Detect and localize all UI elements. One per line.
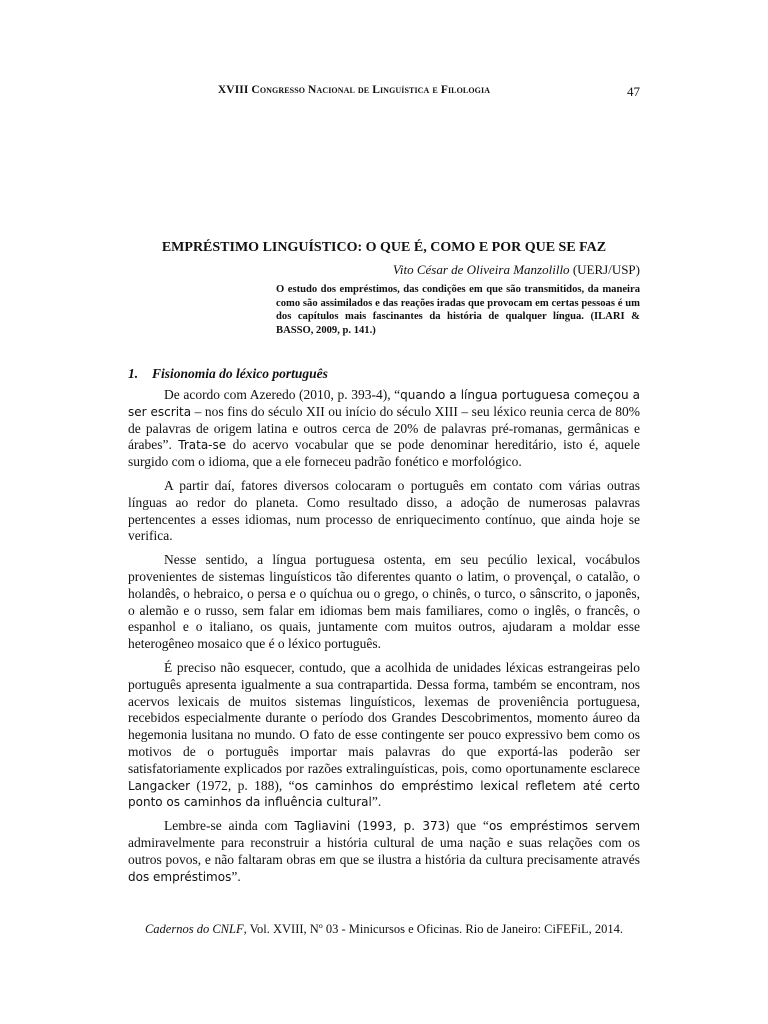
p1-text-b: – nos fins do século XII ou início do século XIII – seu léxico reunia cerca de 80% de palavras de origem latina e outros cerca de 20% de palavras pré-romanas, germânicas e árabes [128,403,640,453]
p5-text-d: admiravelmente para reconstruir a história cultural de uma nação e suas relações com os outros povos, e não faltaram obras em que se ilustra a história da cultura precisamente através [128,834,640,867]
section-number: 1. [128,366,139,381]
p5-citation: Tagliavini (1993, p. 373) [294,819,450,834]
article-title: EMPRÉSTIMO LINGUÍSTICO: O QUE É, COMO E POR QUE SE FAZ [161,240,607,255]
running-header [128,84,640,102]
p1-text-c: ”. [162,437,179,453]
p5-quote-1: os empréstimos servem [488,819,641,834]
p5-text-e: ”. [231,868,241,884]
page-footer [128,922,640,937]
paragraph-1 [128,387,640,471]
section-heading [128,366,640,382]
p1-text-d: Trata-se [178,438,227,453]
author-name: Vito César de Oliveira Manzolillo [392,262,570,277]
p5-text-a: Lembre-se ainda com [164,818,295,834]
p1-text-a: De acordo com Azeredo (2010, p. 393-4), “ [164,387,401,402]
p1-quote: quando a língua portuguesa começou a ser escrita [128,388,640,419]
journal-details: , Vol. XVIII, Nº 03 - Minicursos e Oficinas. Rio de Janeiro: CiFEFiL, 2014. [243,922,624,936]
section-title: Fisionomia do léxico português [152,366,328,381]
author-affiliation: (UERJ/USP) [572,262,640,277]
p4-citation-name: Langacker [128,778,191,793]
p1-text-e: do acervo vocabular que se pode denominar hereditário, isto é, aquele surgido com o idioma, que a ele forneceu padrão fonético e morfológico. [128,437,640,470]
page-number: 47 [627,84,640,99]
p5-text-c: que “ [449,818,489,834]
conference-title: XVIII Congresso Nacional de Linguística e Filologia [217,84,491,96]
p4-text-a: É preciso não esquecer, contudo, que a acolhida de unidades léxicas estrangeiras pelo português apresenta igualmente a sua contrapartida. Dessa forma, também se encontram, nos acervos lexicais de muitos sistemas linguísticos, lexemas de proveniência portuguesa, recebidos especialmente durante o período dos Grandes Descobrimentos, momento áureo da hegemonia lusitana no mundo. O fato de esse contingente ser pouco expressivo bem como os motivos de o português importar mais palavras do que exportá-las poderão ser satisfatoriamente explicados por razões extralinguísticas, pois, como oportunamente esclarece [128,659,640,776]
author-line [128,262,640,278]
body-text [128,387,640,892]
p4-quote: os caminhos do empréstimo lexical refletem até certo ponto os caminhos da influência cultural [128,778,640,810]
paragraph-5 [128,818,640,885]
paragraph-2: A partir daí, fatores diversos colocaram o português em contato com várias outras línguas ao redor do planeta. Como resultado disso, a adoção de numerosas palavras pertencentes a esses idiomas, num processo de enriquecimento contínuo, que ainda hoje se verifica. [128,477,640,544]
p4-text-d: ”. [371,794,382,810]
p5-quote-2: dos empréstimos [128,869,232,884]
p4-text-c: (1972, p. 188), “ [190,777,295,793]
journal-name: Cadernos do CNLF [144,922,244,936]
paragraph-4 [128,660,640,811]
paragraph-3: Nesse sentido, a língua portuguesa ostenta, em seu pecúlio lexical, vocábulos provenientes de sistemas linguísticos tão diferentes quanto o latim, o provençal, o catalão, o holandês, o hebraico, o persa e o quíchua ou o grego, o chinês, o turco, o sânscrito, o japonês, o alemão e o russo, sem falar em idiomas bem mais familiares, como o inglês, o francês, o espanhol e o italiano, os quais, juntamente com muitos outros, ajudaram a moldar esse heterogêneo mosaico que é o léxico português. [128,552,640,652]
epigraph: O estudo dos empréstimos, das condições em que são transmitidos, da maneira como são assimilados e das reações iradas que provocam em certas pessoas é um dos capítulos mais fascinantes da história de qualquer língua. (ILARI & BASSO, 2009, p. 141.) [276,284,640,336]
